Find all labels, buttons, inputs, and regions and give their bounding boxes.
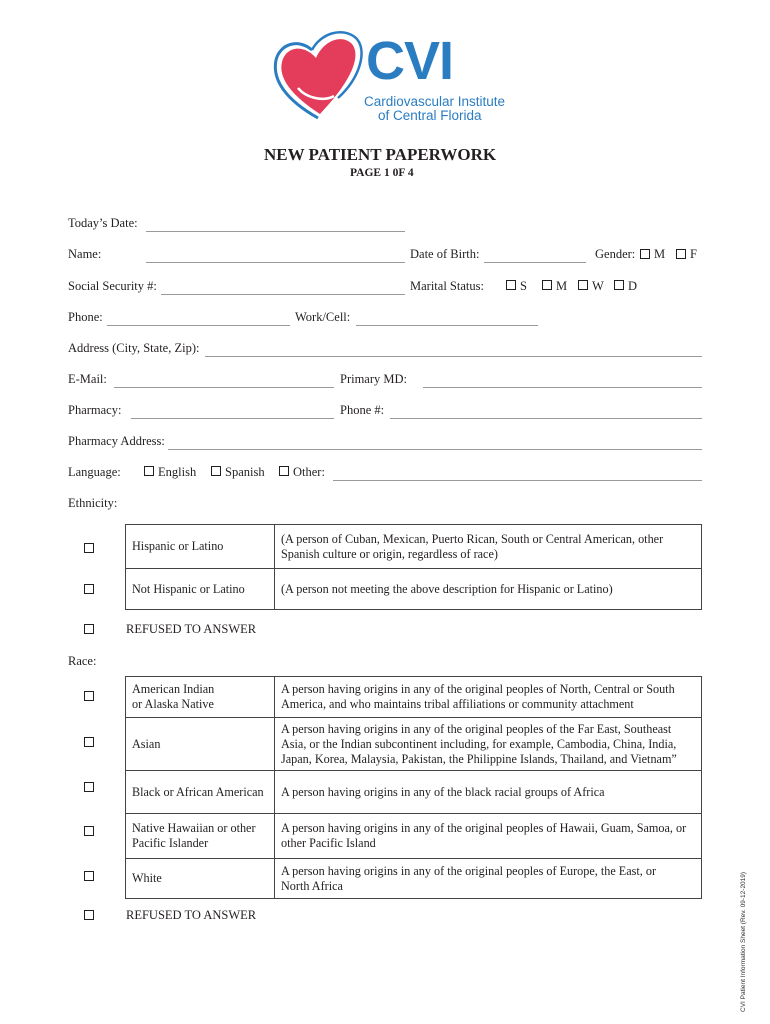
address-field[interactable] <box>205 356 702 357</box>
page-number: PAGE 1 0F 4 <box>350 167 414 179</box>
lang-other-label: Other: <box>293 465 325 479</box>
table-row <box>126 525 702 569</box>
lang-other-field[interactable] <box>333 480 702 481</box>
race-name: White <box>126 859 275 899</box>
pharmacy-label: Pharmacy: <box>68 403 122 417</box>
race-name: Asian <box>126 718 275 771</box>
lang-spanish-checkbox[interactable] <box>211 466 221 476</box>
dob-label: Date of Birth: <box>410 247 480 261</box>
ethnicity-name: Not Hispanic or Latino <box>126 569 275 610</box>
table-row <box>126 569 702 610</box>
table-row <box>126 677 702 718</box>
race-desc <box>275 814 702 859</box>
race-white-checkbox[interactable] <box>84 871 94 881</box>
workcell-field[interactable] <box>356 325 538 326</box>
race-desc-line: A person having origins in any of the original peoples of North, Central or South <box>281 682 675 696</box>
ethnicity-refused-checkbox[interactable] <box>84 624 94 634</box>
heart-logo-icon <box>272 26 364 122</box>
name-field[interactable] <box>146 262 405 263</box>
ethnicity-label: Ethnicity: <box>68 496 118 510</box>
race-refused-label: REFUSED TO ANSWER <box>126 908 257 922</box>
gender-m-checkbox[interactable] <box>640 249 650 259</box>
pharmacy-address-label: Pharmacy Address: <box>68 434 165 448</box>
name-label: Name: <box>68 247 102 261</box>
marital-s-checkbox[interactable] <box>506 280 516 290</box>
race-desc-line: Japan, Korea, Malaysia, Pakistan, the Philippine Islands, Thailand, and Vietnam” <box>281 751 677 766</box>
race-desc <box>275 677 702 718</box>
race-desc-line: other Pacific Island <box>281 836 376 850</box>
marital-w-label: W <box>592 279 604 293</box>
table-row <box>126 718 702 771</box>
gender-m-label: M <box>654 247 666 261</box>
ethnicity-hispanic-checkbox[interactable] <box>84 543 94 553</box>
ethnicity-desc-line: (A person of Cuban, Mexican, Puerto Rican, South or Central American, other <box>281 531 664 546</box>
lang-spanish-label: Spanish <box>225 465 265 479</box>
race-name-line: Native Hawaiian or other <box>132 821 256 835</box>
race-desc <box>275 859 702 899</box>
dob-field[interactable] <box>484 262 586 263</box>
ethnicity-refused-label: REFUSED TO ANSWER <box>126 622 257 636</box>
email-label: E-Mail: <box>68 372 107 386</box>
marital-d-checkbox[interactable] <box>614 280 624 290</box>
race-desc <box>275 718 702 771</box>
gender-label: Gender: <box>595 247 636 261</box>
race-desc-line: North Africa <box>281 878 343 893</box>
primary-md-field[interactable] <box>423 387 702 388</box>
workcell-label: Work/Cell: <box>295 310 351 324</box>
race-name-line: American Indian <box>132 682 215 696</box>
race-refused-checkbox[interactable] <box>84 910 94 920</box>
lang-english-checkbox[interactable] <box>144 466 154 476</box>
race-name-line: or Alaska Native <box>132 697 214 711</box>
phone-label: Phone: <box>68 310 103 324</box>
race-native-hawaiian-checkbox[interactable] <box>84 826 94 836</box>
marital-m-checkbox[interactable] <box>542 280 552 290</box>
gender-f-checkbox[interactable] <box>676 249 686 259</box>
gender-f-label: F <box>690 247 697 261</box>
marital-w-checkbox[interactable] <box>578 280 588 290</box>
page-title: NEW PATIENT PAPERWORK <box>264 145 497 164</box>
todays-date-field[interactable] <box>146 231 405 232</box>
primary-md-label: Primary MD: <box>340 372 408 386</box>
marital-d-label: D <box>628 279 638 293</box>
marital-label: Marital Status: <box>410 279 484 293</box>
logo-name: CVI <box>366 31 454 91</box>
race-desc-line: A person having origins in any of the original peoples of the Far East, Southeast <box>281 721 672 736</box>
race-name: Black or African American <box>126 771 275 814</box>
race-desc-line: Asia, or the Indian subcontinent including, for example, Cambodia, China, India, <box>281 736 677 751</box>
race-desc-line: A person having origins in any of the original peoples of Hawaii, Guam, Samoa, or <box>281 821 687 835</box>
marital-s-label: S <box>520 279 527 293</box>
table-row <box>126 859 702 899</box>
pharmacy-field[interactable] <box>131 418 334 419</box>
marital-m-label: M <box>556 279 568 293</box>
language-label: Language: <box>68 465 121 479</box>
ethnicity-desc: (A person not meeting the above description for Hispanic or Latino) <box>275 569 702 610</box>
logo-subtitle-line1: Cardiovascular Institute <box>364 94 506 109</box>
race-name <box>126 814 275 859</box>
ssn-field[interactable] <box>161 294 405 295</box>
pharmacy-phone-field[interactable] <box>390 418 702 419</box>
revision-note: CVI Patient Information Sheet (Rev. 09-12-2019) <box>740 871 747 1012</box>
phone-field[interactable] <box>107 325 290 326</box>
race-table <box>125 676 702 899</box>
race-desc-line: America, and who maintains tribal affiliations or community attachment <box>281 697 634 711</box>
pharmacy-phone-label: Phone #: <box>340 403 385 417</box>
table-row <box>126 814 702 859</box>
ssn-label: Social Security #: <box>68 279 157 293</box>
ethnicity-table <box>125 524 702 610</box>
todays-date-label: Today’s Date: <box>68 216 138 230</box>
race-name <box>126 677 275 718</box>
ethnicity-not-hispanic-checkbox[interactable] <box>84 584 94 594</box>
lang-other-checkbox[interactable] <box>279 466 289 476</box>
race-label: Race: <box>68 654 97 668</box>
pharmacy-address-field[interactable] <box>168 449 702 450</box>
race-name-line: Pacific Islander <box>132 836 209 850</box>
logo-subtitle-line2: of Central Florida <box>378 108 482 123</box>
race-american-indian-checkbox[interactable] <box>84 691 94 701</box>
race-black-checkbox[interactable] <box>84 782 94 792</box>
ethnicity-desc <box>275 525 702 569</box>
ethnicity-name: Hispanic or Latino <box>126 525 275 569</box>
address-label: Address (City, State, Zip): <box>68 341 200 355</box>
race-desc-line: A person having origins in any of the original peoples of Europe, the East, or <box>281 863 657 878</box>
email-field[interactable] <box>114 387 334 388</box>
race-desc: A person having origins in any of the black racial groups of Africa <box>275 771 702 814</box>
lang-english-label: English <box>158 465 197 479</box>
table-row <box>126 771 702 814</box>
race-asian-checkbox[interactable] <box>84 737 94 747</box>
ethnicity-desc-line: Spanish culture or origin, regardless of race) <box>281 546 498 561</box>
